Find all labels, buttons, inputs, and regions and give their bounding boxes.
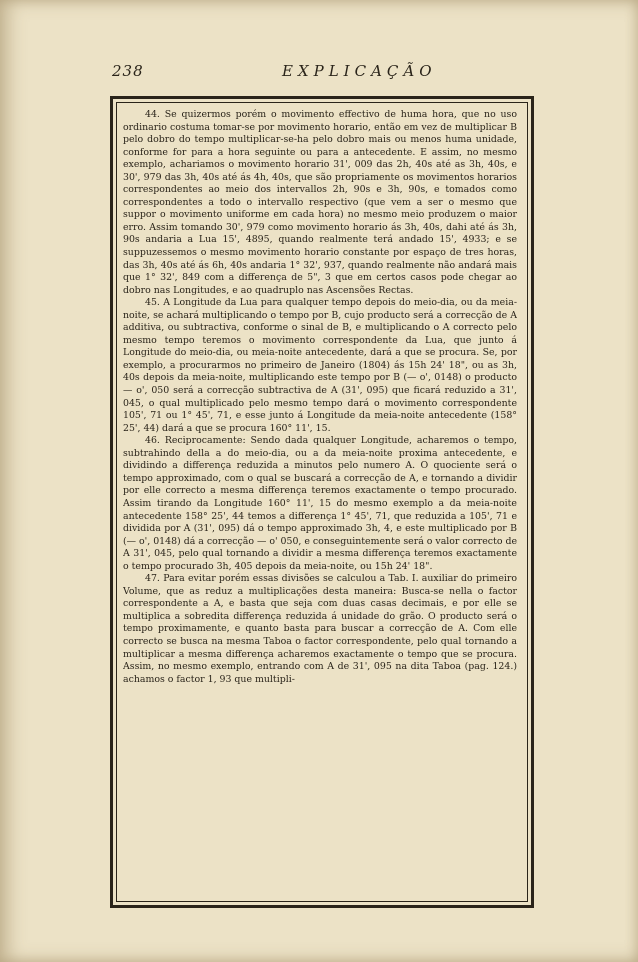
paragraph-number: 47. <box>145 573 160 585</box>
paragraph-45 <box>123 297 517 435</box>
paragraph-46 <box>123 435 517 573</box>
paragraph-text: Para evitar porém essas divisões se calculou a Tab. I. auxiliar do primeiro Volume, que as reduz a multiplicações desta maneira: Busca-se nella o factor correspondente a A, e basta que seja com duas casas decimais, e por elle se multiplica a sobredita differença reduzida á unidade do grão. O producto será o tempo proximamente, e quanto basta para buscar a correcção de A. Com elle correcto se busca na mesma Taboa o factor correspondente, pelo qual tornando a multiplicar a mesma differença acharemos exactamente o tempo que se procura. Assim, no mesmo exemplo, entrando com A de 31', 095 na dita Taboa (pag. 124.) achamos o factor 1, 93 que multipli- <box>123 573 517 685</box>
paragraph-number: 45. <box>145 297 160 309</box>
paragraph-number: 46. <box>145 435 160 447</box>
paragraph-number: 44. <box>145 109 160 120</box>
paragraph-47 <box>123 573 517 686</box>
paragraph-text: Se quizermos porém o movimento effectivo de huma hora, que no uso ordinario costuma tomar-se por movimento horario, então em vez de multiplicar B pelo dobro do tempo multiplicar-se-ha pelo dobro mais ou menos huma unidade, conforme for para a hora seguinte ou para a antecedente. E assim, no mesmo exemplo, achariamos o movimento horario 31', 009 das 2h, 40s até as 3h, 40s, e 30', 979 das 3h, 40s até ás 4h, 40s, que são propriamente os movimentos horarios correspondentes ao meio dos intervallos 2h, 90s e 3h, 90s, e tomados como correspondentes a todo o intervallo respectivo (que vem a ser o mesmo que suppor o movimento uniforme em cada hora) no mesmo meio produzem o maior erro. Assim tomando 30', 979 como movimento horario ás 3h, 40s, dahi até ás 3h, 90s andaria a Lua 15', 4895, quando realmente terá andado 15', 4933; e se suppuzessemos o mesmo movimento horario constante por espaço de tres horas, das 3h, 40s até ás 6h, 40s andaria 1° 32', 937, quando realmente não andará mais que 1° 32', 849 com a differença de 5", 3 que em certos casos pode chegar ao dobro nas Longitudes, e ao quadruplo nas Ascensões Rectas. <box>123 109 517 296</box>
running-title: EXPLICAÇÃO <box>282 62 437 80</box>
body-text <box>123 109 517 899</box>
page-header <box>112 58 532 84</box>
paragraph-text: A Longitude da Lua para qualquer tempo depois do meio-dia, ou da meia-noite, se achará multiplicando o tempo por B, cujo producto será a correcção de A additiva, ou subtractiva, conforme o sinal de B, e multiplicando o A correcto pelo mesmo tempo teremos o movimento correspondente da Lua, que junto á Longitude do meio-dia, ou meia-noite antecedente, dará a que se procura. Se, por exemplo, a procurarmos no primeiro de Janeiro (1804) ás 15h 24' 18", ou as 3h, 40s depois da meia-noite, multiplicando este tempo por B (— o', 0148) o producto — o', 050 será a correcção subtractiva de A (31', 095) que ficará reduzido a 31', 045, o qual multiplicado pelo mesmo tempo dará o movimento correspondente 105', 71 ou 1° 45', 71, e esse junto á Longitude da meia-noite antecedente (158° 25', 44) dará a que se procura 160° 11', 15. <box>123 297 517 434</box>
page-number: 238 <box>112 62 144 80</box>
text-frame <box>110 96 534 908</box>
paragraph-44 <box>123 109 517 297</box>
paragraph-text: Reciprocamente: Sendo dada qualquer Longitude, acharemos o tempo, subtrahindo della a do meio-dia, ou a da meia-noite proxima antecedente, e dividindo a differença reduzida a minutos pelo numero A. O quociente será o tempo approximado, com o qual se buscará a correcção de A, e tornando a dividir por elle correcto a mesma differença teremos exactamente o tempo procurado. Assim tirando da Longitude 160° 11', 15 do mesmo exemplo a da meia-noite antecedente 158° 25', 44 temos a differença 1° 45', 71, que reduzida a 105', 71 e dividida por A (31', 095) dá o tempo approximado 3h, 4, e este multiplicado por B (— o', 0148) dá a correcção — o' 050, e conseguintemente será o valor correcto de A 31', 045, pelo qual tornando a dividir a mesma differença teremos exactamente o tempo procurado 3h, 405 depois da meia-noite, ou 15h 24' 18". <box>123 435 517 572</box>
